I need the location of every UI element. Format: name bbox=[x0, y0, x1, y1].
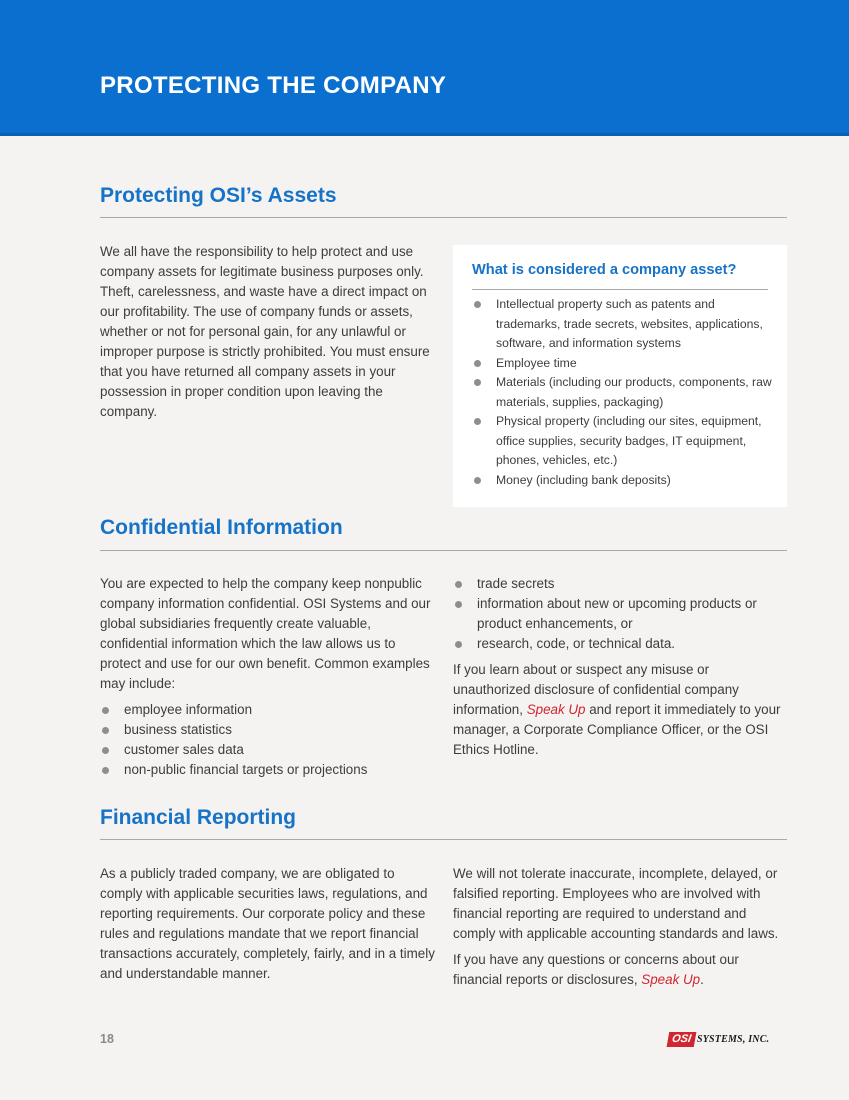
section-heading-assets: Protecting OSI’s Assets bbox=[100, 184, 337, 207]
list-item: trade secrets bbox=[453, 574, 787, 594]
financial-left-column bbox=[100, 864, 436, 984]
confidential-examples-list bbox=[100, 700, 436, 780]
list-item: Money (including bank deposits) bbox=[472, 471, 772, 491]
assets-body bbox=[100, 242, 436, 422]
speak-up-link[interactable]: Speak Up bbox=[526, 702, 586, 717]
list-item: Employee time bbox=[472, 354, 772, 374]
list-item: business statistics bbox=[100, 720, 436, 740]
financial-paragraph: As a publicly traded company, we are obligated to comply with applicable securities laws, regulations, and reporting requirements. Our corporate policy and these rules and regulations mandate that we report financial transactions accurately, completely, fairly, and in a timely and understandable manner. bbox=[100, 866, 435, 981]
closing-text: If you learn about or suspect any misuse or unauthorized disclosure of confidential company information, bbox=[453, 662, 739, 717]
speak-up-link[interactable]: Speak Up bbox=[641, 972, 701, 987]
list-item: Physical property (including our sites, equipment, office supplies, security badges, IT equipment, phones, vehicles, etc.) bbox=[472, 412, 772, 471]
closing-text: If you have any questions or concerns about our financial reports or disclosures, bbox=[453, 952, 739, 987]
section-heading-confidential: Confidential Information bbox=[100, 516, 343, 539]
list-item: employee information bbox=[100, 700, 436, 720]
logo-mark: OSI bbox=[667, 1032, 697, 1047]
section-heading-financial: Financial Reporting bbox=[100, 806, 297, 829]
confidential-intro: You are expected to help the company keep nonpublic company information confidential. OSI Systems and our global subsidiaries frequently create valuable, confidential information which the law allows us to protect and use for our own benefit. Common examples may include: bbox=[100, 576, 431, 691]
list-item: research, code, or technical data. bbox=[453, 634, 787, 654]
financial-right-column bbox=[453, 864, 787, 990]
confidential-examples-list-continued bbox=[453, 574, 787, 654]
list-item: non-public financial targets or projections bbox=[100, 760, 436, 780]
financial-closing bbox=[453, 950, 787, 990]
page-number: 18 bbox=[100, 1032, 114, 1046]
financial-paragraph: We will not tolerate inaccurate, incomplete, delayed, or falsified reporting. Employees who are involved with financial reporting are required to understand and comply with applicable accounting standards and laws. bbox=[453, 866, 779, 941]
section-divider bbox=[100, 839, 787, 840]
closing-text: and report it immediately to your manager, a Corporate Compliance Officer, or the OSI Ethics Hotline. bbox=[453, 702, 781, 757]
confidential-left-column bbox=[100, 574, 436, 780]
callout-title: What is considered a company asset? bbox=[472, 262, 737, 278]
assets-paragraph: We all have the responsibility to help protect and use company assets for legitimate business purposes only. Theft, carelessness, and waste have a direct impact on our profitability. The use of company funds or assets, whether or not for personal gain, for any unlawful or improper purpose is strictly prohibited. You must ensure that you have returned all company assets in your possession in proper condition upon leaving the company. bbox=[100, 244, 430, 419]
list-item: Materials (including our products, components, raw materials, supplies, packaging) bbox=[472, 373, 772, 412]
osi-systems-logo bbox=[668, 1032, 769, 1047]
list-item: information about new or upcoming products or product enhancements, or bbox=[453, 594, 787, 634]
asset-list bbox=[472, 295, 772, 490]
section-divider bbox=[100, 217, 787, 218]
confidential-closing bbox=[453, 660, 787, 760]
list-item: Intellectual property such as patents and trademarks, trade secrets, websites, applications, software, and information systems bbox=[472, 295, 772, 354]
callout-divider bbox=[472, 289, 768, 290]
closing-text: . bbox=[700, 972, 704, 987]
page-banner bbox=[0, 0, 849, 136]
logo-text: SYSTEMS, INC. bbox=[696, 1034, 770, 1045]
company-asset-callout bbox=[453, 245, 787, 507]
section-divider bbox=[100, 550, 787, 551]
page-title: PROTECTING THE COMPANY bbox=[100, 72, 447, 99]
list-item: customer sales data bbox=[100, 740, 436, 760]
confidential-right-column bbox=[453, 574, 787, 760]
